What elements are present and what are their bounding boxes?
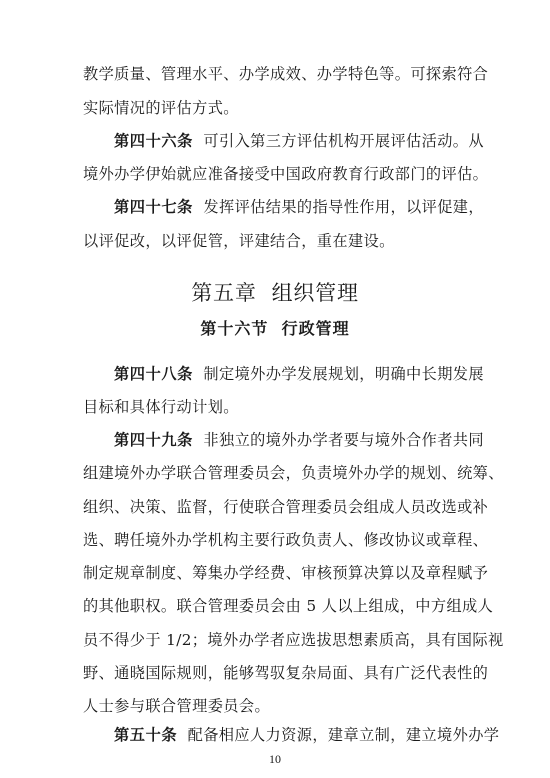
article-text: 发挥评估结果的指导性作用，以评促建， [203,198,484,216]
paragraph-line: 境外办学伊始就应准备接受中国政府教育行政部门的评估。 [83,165,489,183]
section-number: 第十六节 [200,319,269,338]
section-title: 行政管理 [281,319,350,338]
article-46 [114,131,484,151]
paragraph-line: 教学质量、管理水平、办学成效、办学特色等。可探索符合 [83,65,489,83]
article-label: 第四十六条 [114,132,193,150]
article-text: 配备相应人力资源，建章立制，建立境外办学 [187,726,500,744]
article-49 [114,430,484,450]
paragraph-line: 的其他职权。联合管理委员会由 5 人以上组成，中方组成人 [83,597,494,615]
article-label: 第四十九条 [114,431,193,449]
paragraph-line: 选、聘任境外办学机构主要行政负责人、修改协议或章程、 [83,531,489,549]
paragraph-line: 以评促改，以评促管，评建结合，重在建设。 [83,232,395,250]
paragraph-line: 实际情况的评估方式。 [83,99,239,117]
paragraph-line: 员不得少于 1/2；境外办学者应选拔思想素质高，具有国际视 [83,631,504,649]
chapter-number: 第五章 [191,281,257,305]
chapter-heading [0,279,550,307]
section-heading [0,318,550,340]
article-text: 非独立的境外办学者要与境外合作者共同 [203,431,484,449]
paragraph-line: 野、通晓国际规则，能够驾驭复杂局面、具有广泛代表性的 [83,664,489,682]
paragraph-line: 人士参与联合管理委员会。 [83,697,271,715]
article-text: 可引入第三方评估机构开展评估活动。从 [203,132,484,150]
article-text: 制定境外办学发展规划，明确中长期发展 [203,365,484,383]
article-label: 第四十七条 [114,198,193,216]
chapter-title: 组织管理 [271,281,359,305]
paragraph-line: 目标和具体行动计划。 [83,398,239,416]
paragraph-line: 制定规章制度、筹集办学经费、审核预算决算以及章程赋予 [83,564,489,582]
page-number: 10 [269,752,281,766]
article-label: 第五十条 [114,726,178,744]
article-47 [114,197,484,217]
article-48 [114,364,484,384]
paragraph-line: 组建境外办学联合管理委员会，负责境外办学的规划、统筹、 [83,464,504,482]
article-50 [114,725,500,745]
article-label: 第四十八条 [114,365,193,383]
paragraph-line: 组织、决策、监督，行使联合管理委员会组成人员改选或补 [83,498,489,516]
